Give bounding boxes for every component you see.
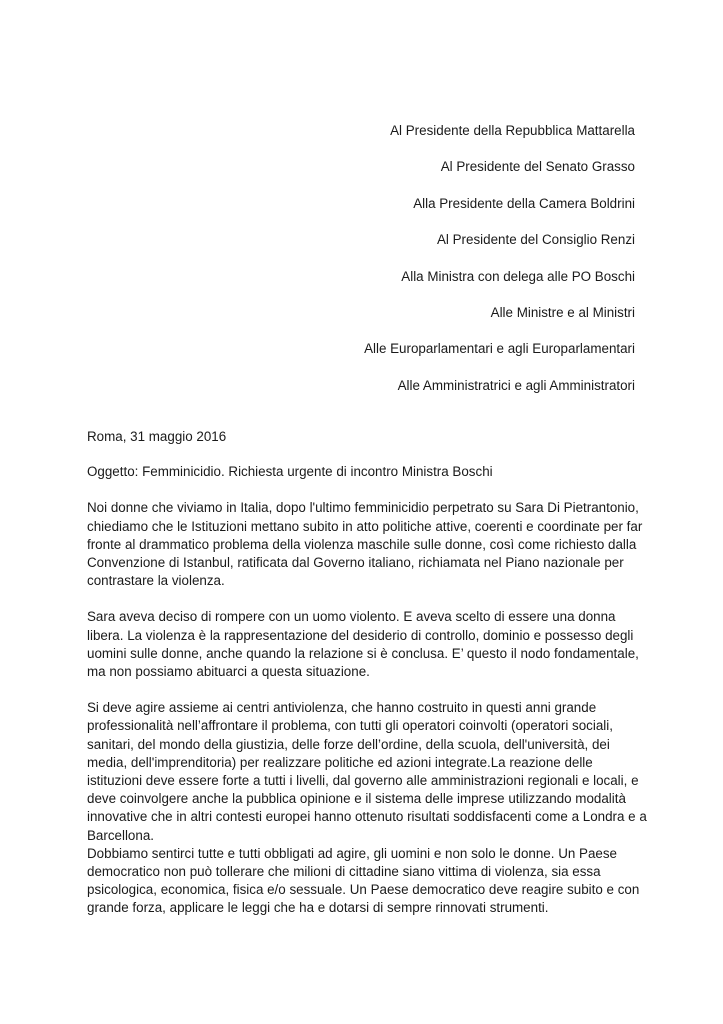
addressee-line: Alle Ministre e al Ministri xyxy=(490,304,635,320)
paragraph: Noi donne che viviamo in Italia, dopo l'ultimo femminicidio perpetrato su Sara Di Pietrantonio, chiediamo che le Istituzioni mettano subito in atto politiche attive, coerenti e coordinate per far fronte al drammatico problema della violenza maschile sulle donne, così come richiesto dalla Convenzione di Istanbul, ratificata dal Governo italiano, richiamata nel Piano nazionale per contrastare la violenza. xyxy=(87,500,643,589)
addressee-list xyxy=(115,122,635,413)
paragraph: Si deve agire assieme ai centri antiviolenza, che hanno costruito in questi anni grande professionalità nell’affrontare il problema, con tutti gli operatori coinvolti (operatori sociali, sanitari, del mondo della giustizia, delle forze dell’ordine, della scuola, dell'università, dei media, dell'imprenditoria) per realizzare politiche ed azioni integrate.La reazione delle istituzioni deve essere forte a tutti i livelli, dal governo alle amministrazioni regionali e locali, e deve coinvolgere anche la pubblica opinione e il sistema delle imprese utilizzando modalità innovative che in altri contesti europei hanno ottenuto risultati soddisfacenti come a Londra e a Barcellona. xyxy=(87,700,647,843)
addressee-line: Alla Ministra con delega alle PO Boschi xyxy=(401,268,635,284)
paragraph: Dobbiamo sentirci tutte e tutti obbligati ad agire, gli uomini e non solo le donne. Un Paese democratico non può tollerare che milioni di cittadine siano vittima di violenza, sia essa psicologica, economica, fisica e/o sessuale. Un Paese democratico deve reagire subito e con grande forza, applicare le leggi che ha e dotarsi di sempre rinnovati strumenti. xyxy=(87,845,640,916)
addressee-line: Alle Europarlamentari e agli Europarlamentari xyxy=(364,341,635,357)
addressee-line: Al Presidente del Consiglio Renzi xyxy=(437,232,635,248)
letter-subject: Oggetto: Femminicidio. Richiesta urgente di incontro Ministra Boschi xyxy=(87,464,493,480)
addressee-line: Al Presidente del Senato Grasso xyxy=(440,159,635,175)
letter-body xyxy=(87,428,647,936)
addressee-line: Al Presidente della Repubblica Mattarella xyxy=(390,123,635,138)
addressee-line: Alla Presidente della Camera Boldrini xyxy=(413,195,635,211)
addressee-line: Alle Amministratrici e agli Amministratori xyxy=(397,377,635,393)
paragraph: Sara aveva deciso di rompere con un uomo violento. E aveva scelto di essere una donna libera. La violenza è la rappresentazione del desiderio di controllo, dominio e possesso degli uomini sulle donne, anche quando la relazione si è conclusa. E’ questo il nodo fondamentale, ma non possiamo abituarci a questa situazione. xyxy=(87,609,639,680)
letter-date: Roma, 31 maggio 2016 xyxy=(87,429,227,444)
